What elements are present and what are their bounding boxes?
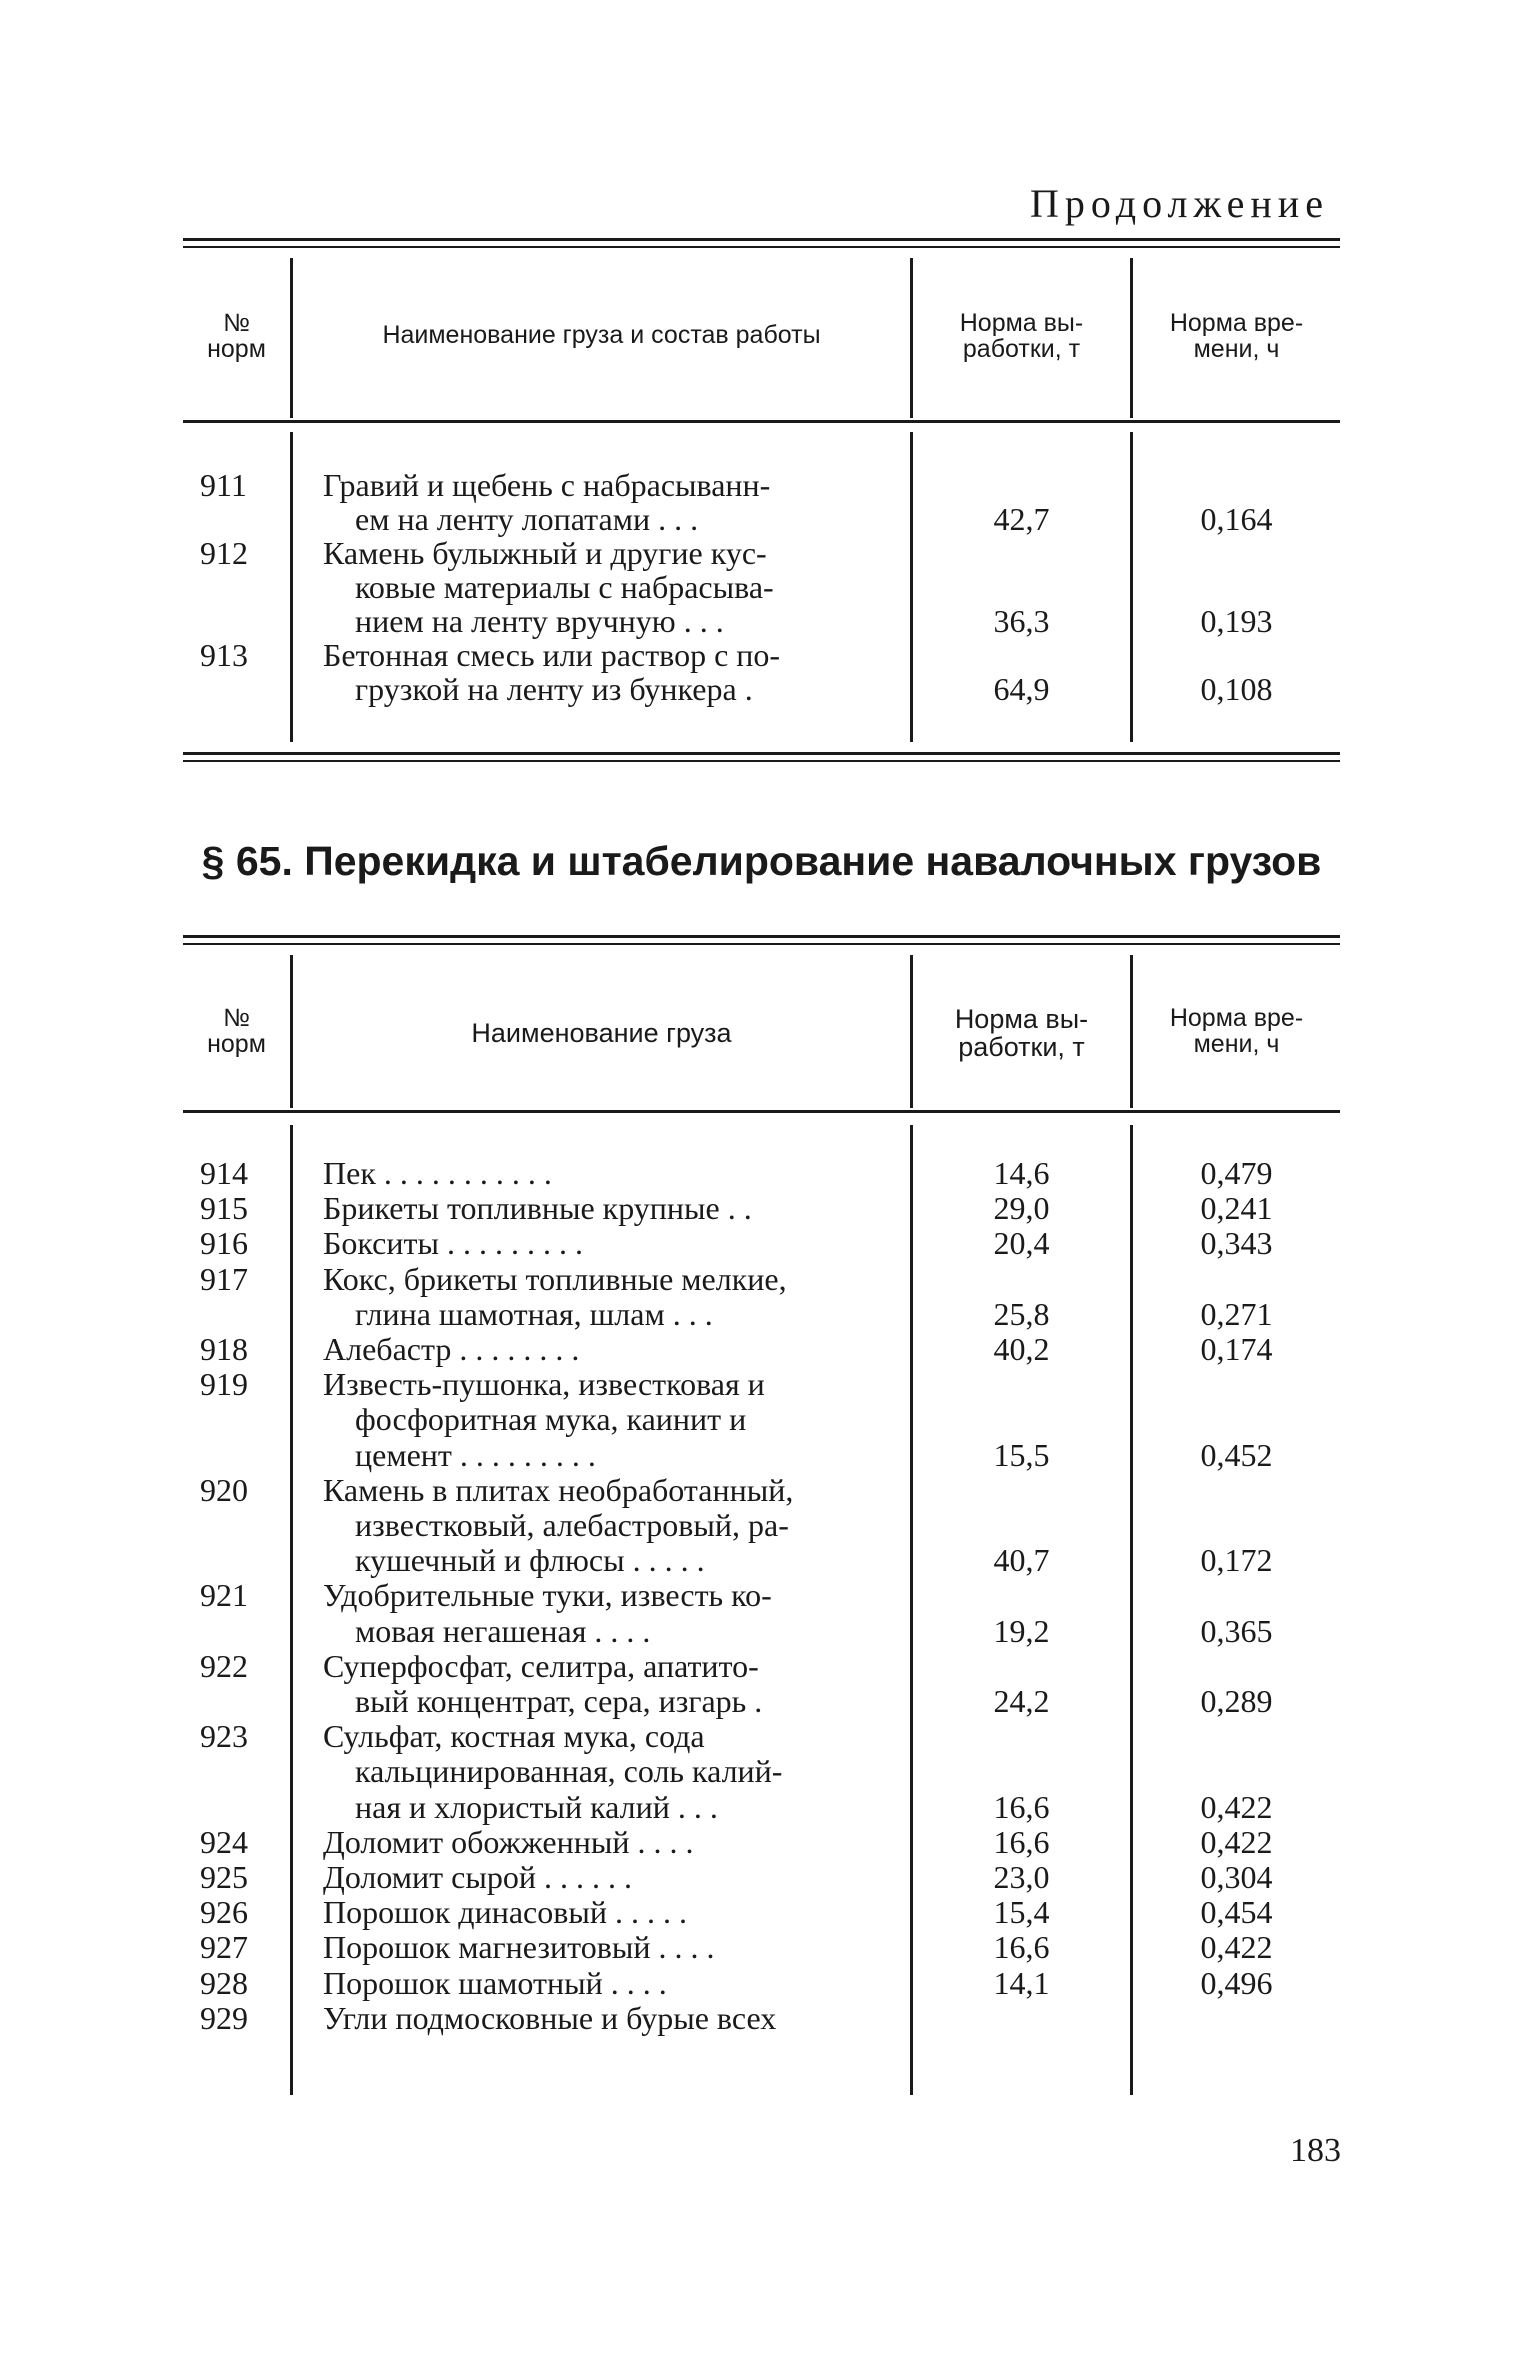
- table1-row-text: Камень булыжный и другие кус-: [323, 535, 767, 571]
- table2-row-output: 40,7: [993, 1542, 1050, 1579]
- table1-row-time: 0,108: [1200, 671, 1273, 707]
- table2-row-num: 922: [200, 1647, 248, 1684]
- table1-bottom-rule-2: [183, 760, 1340, 762]
- table2-row-text: Доломит сырой . . . . . .: [323, 1859, 632, 1895]
- table2-row-num: 919: [200, 1366, 248, 1403]
- table2-row-time: 0,241: [1200, 1190, 1273, 1227]
- table2-top-rule: [183, 935, 1340, 938]
- table1-row-num: 912: [200, 535, 248, 571]
- table2-row-time: 0,365: [1200, 1612, 1273, 1649]
- table2-row-text: Известь-пушонка, известковая и: [323, 1366, 765, 1403]
- table2-row-text: кальцинированная, соль калий-: [355, 1753, 783, 1790]
- table2-row-text: Доломит обожженный . . . .: [323, 1823, 694, 1860]
- table2-row-text: вый концентрат, сера, изгарь .: [355, 1683, 763, 1719]
- table2-header-output: Норма вы- работки, т: [954, 1004, 1089, 1062]
- table2-row-output: 25,8: [993, 1295, 1050, 1332]
- table2-row-time: 0,479: [1200, 1155, 1273, 1191]
- table1-row-output: 42,7: [993, 501, 1050, 537]
- table1-header-time: Норма вре- мени, ч: [1169, 309, 1304, 363]
- table1-top-rule-2: [183, 246, 1340, 248]
- table1-header-output: Норма вы- работки, т: [959, 309, 1084, 363]
- section-title: § 65. Перекидка и штабелирование навалочных грузов: [201, 838, 1322, 884]
- table2-row-output: 16,6: [993, 1929, 1050, 1966]
- table1-row-text: нием на ленту вручную . . .: [355, 603, 724, 639]
- table2-row-text: Алебастр . . . . . . . .: [323, 1331, 580, 1367]
- table2-row-output: 15,4: [993, 1894, 1050, 1931]
- table1-bottom-rule: [183, 752, 1340, 755]
- table2-row-text: кушечный и флюсы . . . . .: [355, 1542, 705, 1579]
- table1-row-text: Гравий и щебень с набрасыванн-: [323, 467, 771, 503]
- table2-row-text: Брикеты топливные крупные . .: [323, 1190, 752, 1227]
- table2-row-text: Кокс, брикеты топливные мелкие,: [323, 1260, 787, 1297]
- table2-row-text: Порошок динасовый . . . . .: [323, 1894, 687, 1931]
- table1-row-output: 64,9: [993, 671, 1050, 707]
- table2-row-text: Бокситы . . . . . . . . .: [323, 1225, 583, 1262]
- table2-row-time: 0,422: [1200, 1929, 1273, 1966]
- table2-row-num: 917: [200, 1260, 248, 1297]
- table1-header-rule: [183, 420, 1340, 423]
- table2-row-output: 29,0: [993, 1190, 1050, 1227]
- table2-row-output: 24,2: [993, 1683, 1050, 1719]
- table2-row-time: 0,422: [1200, 1823, 1273, 1860]
- table2-row-text: Угли подмосковные и бурые всех: [323, 1999, 777, 2036]
- table2-row-num: 925: [200, 1859, 248, 1895]
- table2-row-output: 16,6: [993, 1788, 1050, 1825]
- table2-header-num: № норм: [207, 1004, 266, 1058]
- table2-row-num: 923: [200, 1718, 248, 1755]
- table2-row-time: 0,496: [1200, 1964, 1273, 2001]
- table2-row-time: 0,343: [1200, 1225, 1273, 1262]
- table2-row-output: 14,6: [993, 1155, 1050, 1191]
- table2-row-text: Пек . . . . . . . . . . .: [323, 1155, 552, 1191]
- table2-row-output: 23,0: [993, 1859, 1050, 1895]
- table2-row-time: 0,174: [1200, 1331, 1273, 1367]
- table2-row-text: Суперфосфат, селитра, апатито-: [323, 1647, 759, 1684]
- table2-row-output: 40,2: [993, 1331, 1050, 1367]
- table2-row-num: 914: [200, 1155, 248, 1191]
- table1-row-text: ковые материалы с набрасыва-: [355, 569, 774, 605]
- table1-header-name: Наименование груза и состав работы: [382, 321, 821, 349]
- table1-header-num: № норм: [207, 309, 266, 363]
- table2-row-num: 920: [200, 1471, 248, 1508]
- table2-row-output: 19,2: [993, 1612, 1050, 1649]
- table2-row-output: 20,4: [993, 1225, 1050, 1262]
- table2-row-text: Удобрительные туки, известь ко-: [323, 1577, 772, 1614]
- table1-row-text: грузкой на ленту из бункера .: [355, 671, 753, 707]
- table2-row-text: Порошок магнезитовый . . . .: [323, 1929, 715, 1966]
- table2-header-name: Наименование груза: [471, 1018, 732, 1048]
- table2-header-rule: [183, 1110, 1340, 1113]
- table2-row-time: 0,172: [1200, 1542, 1273, 1579]
- table2-row-output: 16,6: [993, 1823, 1050, 1860]
- table2-row-text: известковый, алебастровый, ра-: [355, 1507, 789, 1543]
- table2-row-num: 927: [200, 1929, 248, 1966]
- table2-row-time: 0,289: [1200, 1683, 1273, 1719]
- table1-row-output: 36,3: [993, 603, 1050, 639]
- table1-top-rule: [183, 238, 1340, 241]
- table2-row-output: 14,1: [993, 1964, 1050, 2001]
- table2-row-num: 921: [200, 1577, 248, 1614]
- table2-row-text: глина шамотная, шлам . . .: [355, 1295, 713, 1332]
- table2-row-time: 0,452: [1200, 1436, 1273, 1473]
- table2-row-time: 0,454: [1200, 1894, 1273, 1931]
- table2-row-num: 929: [200, 1999, 248, 2036]
- table2-row-text: ная и хлористый калий . . .: [355, 1788, 718, 1825]
- table2-row-time: 0,422: [1200, 1788, 1273, 1825]
- page-number: 183: [1290, 2132, 1341, 2169]
- table1-col-divider-1: [290, 432, 293, 742]
- table1-row-time: 0,193: [1200, 603, 1273, 639]
- table2-row-text: цемент . . . . . . . . .: [355, 1436, 596, 1473]
- table2-row-num: 928: [200, 1964, 248, 2001]
- table2-row-text: мовая негашеная . . . .: [355, 1612, 651, 1649]
- table2-row-output: 15,5: [993, 1436, 1050, 1473]
- table2-row-num: 924: [200, 1823, 248, 1860]
- continuation-label: Продолжение: [1030, 181, 1329, 226]
- table2-row-text: фосфоритная мука, каинит и: [355, 1401, 747, 1438]
- table2-row-text: Порошок шамотный . . . .: [323, 1964, 667, 2001]
- table2-row-time: 0,304: [1200, 1859, 1273, 1895]
- table2-row-num: 926: [200, 1894, 248, 1931]
- table1-row-text: ем на ленту лопатами . . .: [355, 501, 699, 537]
- table1-row-num: 911: [200, 467, 247, 503]
- table2-row-num: 915: [200, 1190, 248, 1227]
- table2-row-text: Сульфат, костная мука, сода: [323, 1718, 705, 1755]
- table2-row-num: 916: [200, 1225, 248, 1262]
- table1-row-text: Бетонная смесь или раствор с по-: [323, 637, 781, 673]
- table2-top-rule-2: [183, 943, 1340, 945]
- table1-row-time: 0,164: [1200, 501, 1273, 537]
- table2-row-num: 918: [200, 1331, 248, 1367]
- table2-row-text: Камень в плитах необработанный,: [323, 1471, 794, 1508]
- table2-row-time: 0,271: [1200, 1295, 1273, 1332]
- table2-header-time: Норма вре- мени, ч: [1169, 1004, 1304, 1058]
- table1-row-num: 913: [200, 637, 248, 673]
- table2-col-divider-1: [290, 1125, 293, 2095]
